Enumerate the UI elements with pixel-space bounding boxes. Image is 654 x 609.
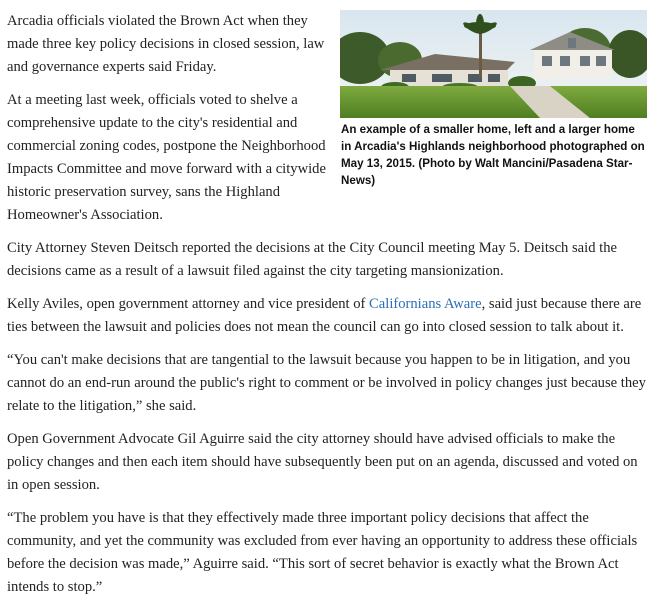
paragraph-city-attorney: City Attorney Steven Deitsch reported the decisions at the City Council meeting May 5. Deitsch said the decisions came as a result of a lawsuit filed against the city targeting mansionization. xyxy=(7,240,617,279)
californians-aware-link[interactable]: Californians Aware xyxy=(369,296,482,312)
paragraph-text: Kelly Aviles, open government attorney and vice president of xyxy=(7,296,370,312)
paragraph-aguirre-quote: “The problem you have is that they effectively made three important policy decisions that affect the community, and yet the community was excluded from ever having an opportunity to address these officials before the decision was made,” Aguirre said. “This sort of secret behavior is exactly what the Brown Act intends to stop.” xyxy=(7,510,638,595)
paragraph-meeting-votes: At a meeting last week, officials voted to shelve a comprehensive update to the city's residential and commercial zoning codes, postpone the Neighborhood Impacts Committee and move forward with a citywide historic preservation survey, sans the Highland Homeowner's Association. xyxy=(7,92,326,223)
paragraph-lede: Arcadia officials violated the Brown Act when they made three key policy decisions in closed session, law and governance experts said Friday. xyxy=(7,13,325,75)
photo-illustration xyxy=(340,10,647,118)
article-figure xyxy=(340,10,647,189)
paragraph-text: , said just because there are ties between the lawsuit and policies does not mean the council can go into closed session to talk about it. xyxy=(7,296,642,335)
paragraph-kelly-aviles xyxy=(7,293,647,339)
news-photo[interactable] xyxy=(340,10,647,118)
article-body xyxy=(7,10,647,609)
paragraph-aviles-quote: “You can't make decisions that are tangential to the lawsuit because you happen to be in litigation, and you cannot do an end-run around the public's right to comment or be involved in policy changes just because they relate to the litigation,” she said. xyxy=(7,352,646,414)
photo-caption: An example of a smaller home, left and a larger home in Arcadia's Highlands neighborhood photographed on May 13, 2015. (Photo by Walt Mancini/Pasadena Star-News) xyxy=(341,123,645,187)
paragraph-gil-aguirre: Open Government Advocate Gil Aguirre said the city attorney should have advised officials to make the policy changes and then each item should have subsequently been put on an agenda, discussed and voted on in open session. xyxy=(7,431,638,493)
